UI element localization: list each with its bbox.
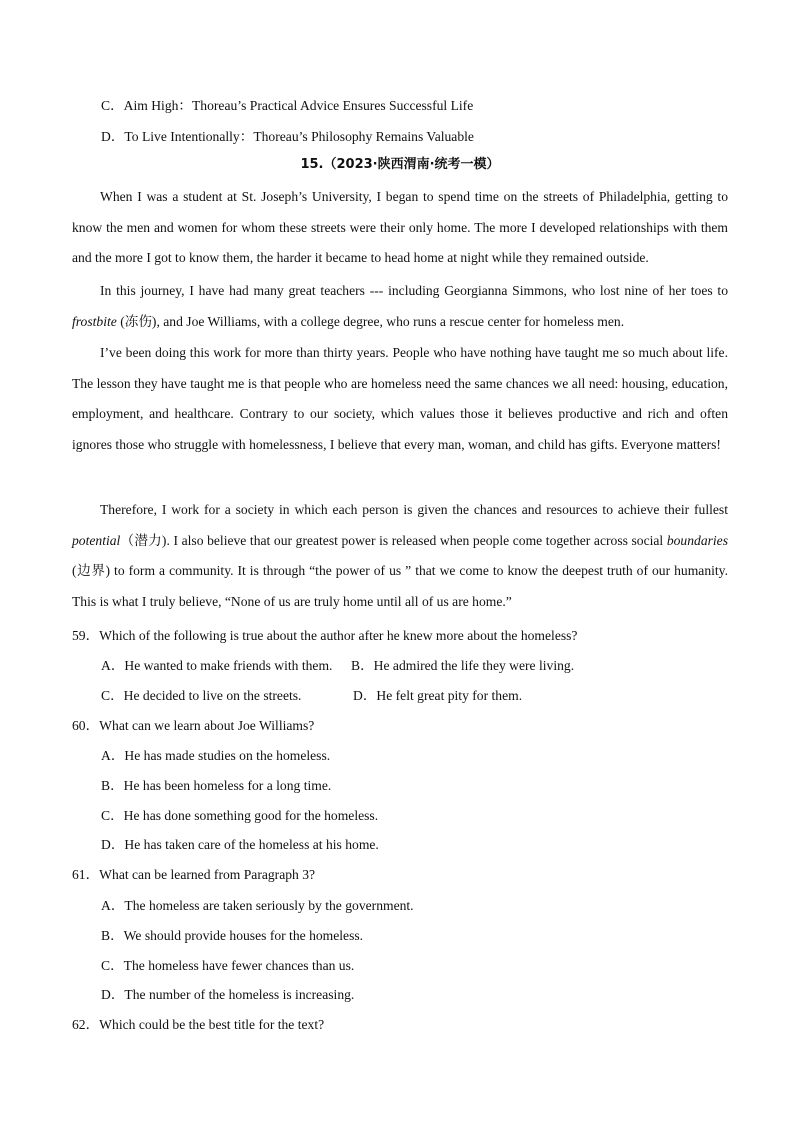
question-60-option-c: C．He has done something good for the homeless. <box>101 808 379 823</box>
prev-option-d: D．To Live Intentionally：Thoreau’s Philosophy Remains Valuable <box>101 129 474 144</box>
passage-paragraph-2: In this journey, I have had many great teachers --- including Georgianna Simmons, who lost nine of her toes to frostbite (冻伤), and Joe Williams, with a college degree, who runs a rescue center for homeless men. <box>72 283 728 329</box>
prev-option-c: C．Aim High：Thoreau’s Practical Advice Ensures Successful Life <box>101 98 474 113</box>
question-59-option-c: C．He decided to live on the streets. <box>101 688 302 703</box>
passage-paragraph-3: I’ve been doing this work for more than thirty years. People who have nothing have taught me so much about life. The lesson they have taught me is that people who are homeless need the same chances we all need: housing, education, employment, and healthcare. Contrary to our society, which values those it believes productive and rich and often ignores those who struggle with homelessness, I believe that every man, woman, and child has gifts. Everyone matters! <box>72 345 728 452</box>
question-59-stem: 59．Which of the following is true about the author after he knew more about the homeless? <box>72 628 578 643</box>
question-59-option-b: B．He admired the life they were living. <box>351 658 575 673</box>
question-60-option-b: B．He has been homeless for a long time. <box>101 778 332 793</box>
question-61-option-c: C．The homeless have fewer chances than us. <box>101 958 355 973</box>
term-boundaries: boundaries <box>666 532 728 548</box>
term-frostbite: frostbite <box>72 313 117 329</box>
question-60-stem: 60．What can we learn about Joe Williams? <box>72 718 315 733</box>
question-61-stem: 61．What can be learned from Paragraph 3? <box>72 867 316 882</box>
question-59-option-a: A．He wanted to make friends with them. <box>101 658 333 673</box>
question-59-option-d: D．He felt great pity for them. <box>353 688 523 703</box>
term-potential: potential <box>72 532 121 548</box>
question-62-stem: 62．Which could be the best title for the text? <box>72 1017 325 1032</box>
question-61-option-d: D．The number of the homeless is increasing. <box>101 987 355 1002</box>
question-60-option-d: D．He has taken care of the homeless at his home. <box>101 837 379 852</box>
question-60-option-a: A．He has made studies on the homeless. <box>101 748 331 763</box>
passage-paragraph-1: When I was a student at St. Joseph’s University, I began to spend time on the streets of Philadelphia, getting to know the men and women for whom these streets were their only home. The more I developed relationships with them and the more I got to know them, the harder it became to head home at night while they remained outside. <box>72 189 728 266</box>
question-61-option-b: B．We should provide houses for the homeless. <box>101 928 364 943</box>
question-61-option-a: A．The homeless are taken seriously by the government. <box>101 898 414 913</box>
section-heading: 15.（2023·陕西渭南·统考一模） <box>300 157 500 172</box>
passage-paragraph-4: Therefore, I work for a society in which each person is given the chances and resources to achieve their fullest potential（潜力). I also believe that our greatest power is released when people come together across social boundaries (边界) to form a community. It is through “the power of us ” that we come to know the deepest truth of our humanity. This is what I truly believe, “None of us are truly home until all of us are home.” <box>72 502 728 609</box>
